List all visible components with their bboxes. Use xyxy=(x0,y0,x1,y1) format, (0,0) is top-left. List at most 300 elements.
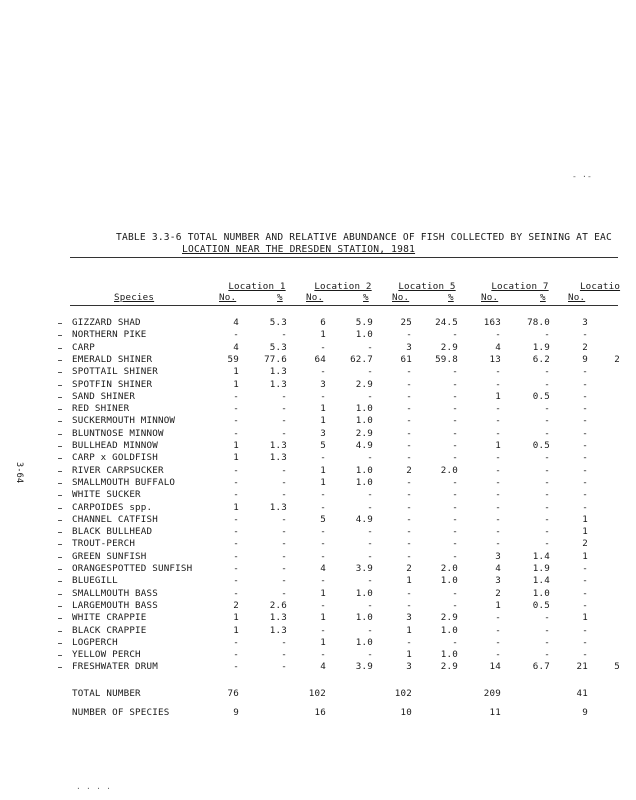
table-cell: - xyxy=(320,526,326,538)
table-cell: - xyxy=(452,440,458,451)
species-name: SMALLMOUTH BUFFALO xyxy=(72,476,176,488)
table-cell: 5 xyxy=(320,513,326,525)
species-name: CARPOIDES spp. xyxy=(72,501,153,513)
table-cell: - xyxy=(367,526,373,538)
table-cell: 1.0 xyxy=(355,403,373,415)
table-cell: 2.9 xyxy=(440,341,458,353)
table-cell: - xyxy=(544,366,550,378)
table-cell: 4.9 xyxy=(355,440,373,451)
table-cell: 1.0 xyxy=(355,587,373,599)
location-1-no-header: No. xyxy=(219,292,237,303)
total-number-value: 41 xyxy=(576,687,588,699)
table-cell: 1 xyxy=(233,612,239,624)
table-cell: - xyxy=(452,501,458,513)
table-cell: - xyxy=(582,378,588,390)
row-tick xyxy=(58,557,62,558)
table-cell: - xyxy=(367,501,373,513)
table-cell: - xyxy=(281,476,287,488)
table-cell: 2 xyxy=(582,341,588,353)
table-cell: 6.2 xyxy=(532,353,550,365)
table-cell: 24.5 xyxy=(435,317,458,328)
table-cell: - xyxy=(452,513,458,525)
table-cell: - xyxy=(544,427,550,439)
species-name: BLUNTNOSE MINNOW xyxy=(72,427,164,439)
table-cell: - xyxy=(320,366,326,378)
table-cell: 163 xyxy=(483,317,501,328)
table-cell: 6.7 xyxy=(532,661,550,673)
row-tick xyxy=(58,544,62,545)
table-cell: 3.9 xyxy=(355,661,373,673)
table-cell: 1 xyxy=(406,575,412,587)
table-cell: - xyxy=(406,415,412,427)
table-cell: - xyxy=(452,452,458,464)
table-title-line2: LOCATION NEAR THE DRESDEN STATION, 1981 xyxy=(182,244,416,255)
table-cell: 0.5 xyxy=(532,599,550,611)
table-cell: - xyxy=(233,575,239,587)
table-cell: - xyxy=(281,661,287,673)
table-cell: 2.9 xyxy=(355,427,373,439)
table-cell: 1 xyxy=(582,513,588,525)
species-name: TROUT-PERCH xyxy=(72,538,136,550)
table-cell: - xyxy=(281,636,287,648)
location-4-no-header: No. xyxy=(481,292,499,303)
table-cell: - xyxy=(406,476,412,488)
table-cell: 1.3 xyxy=(269,440,287,451)
table-cell: - xyxy=(582,440,588,451)
table-cell: - xyxy=(495,501,501,513)
total-number-value: 209 xyxy=(483,687,501,699)
species-name: BLUEGILL xyxy=(72,575,118,587)
table-cell: 2 xyxy=(582,538,588,550)
location-header-4: Location 7 xyxy=(491,281,549,292)
table-cell: 1.9 xyxy=(532,341,550,353)
species-name: SPOTTAIL SHINER xyxy=(72,366,158,378)
table-cell: - xyxy=(495,403,501,415)
row-tick xyxy=(58,508,62,509)
table-cell: 13 xyxy=(489,353,501,365)
table-cell: - xyxy=(233,329,239,341)
row-tick xyxy=(58,458,62,459)
species-name: LOGPERCH xyxy=(72,636,118,648)
table-cell: - xyxy=(281,575,287,587)
table-cell: - xyxy=(233,649,239,661)
table-cell: - xyxy=(406,599,412,611)
table-cell: - xyxy=(452,550,458,562)
table-cell: 1 xyxy=(320,587,326,599)
location-3-pct-header: % xyxy=(448,292,454,303)
table-cell: 5.3 xyxy=(269,317,287,328)
table-cell: 1.3 xyxy=(269,501,287,513)
total-number-label: TOTAL NUMBER xyxy=(72,687,141,699)
table-cell: - xyxy=(281,538,287,550)
table-cell: - xyxy=(406,513,412,525)
table-cell: - xyxy=(582,501,588,513)
table-cell: 1 xyxy=(582,612,588,624)
table-cell: - xyxy=(233,636,239,648)
table-cell: 3 xyxy=(406,661,412,673)
table-cell: - xyxy=(582,649,588,661)
number-of-species-label: NUMBER OF SPECIES xyxy=(72,706,170,718)
table-cell: - xyxy=(544,403,550,415)
table-cell: - xyxy=(320,452,326,464)
row-tick xyxy=(58,483,62,484)
table-cell: - xyxy=(452,476,458,488)
species-name: WHITE SUCKER xyxy=(72,489,141,501)
table-cell: 1.9 xyxy=(532,563,550,574)
table-cell: - xyxy=(495,489,501,501)
table-cell: 1.0 xyxy=(440,575,458,587)
table-cell: - xyxy=(495,649,501,661)
table-cell: - xyxy=(320,489,326,501)
table-cell: - xyxy=(452,378,458,390)
table-cell: - xyxy=(367,538,373,550)
table-cell: - xyxy=(233,476,239,488)
location-header-1: Location 1 xyxy=(228,281,286,292)
table-cell: 4 xyxy=(233,341,239,353)
table-cell: - xyxy=(544,501,550,513)
table-cell: - xyxy=(406,501,412,513)
table-cell: - xyxy=(281,329,287,341)
table-cell: - xyxy=(495,378,501,390)
table-cell: - xyxy=(544,538,550,550)
table-cell: - xyxy=(495,366,501,378)
table-cell: 1.0 xyxy=(355,464,373,476)
table-cell: 59.8 xyxy=(435,353,458,365)
footer-mark: · · · · xyxy=(76,784,112,793)
table-cell: - xyxy=(452,538,458,550)
table-cell: - xyxy=(406,452,412,464)
species-name: CARP xyxy=(72,341,95,353)
table-cell: - xyxy=(367,341,373,353)
table-cell: - xyxy=(320,550,326,562)
species-name: BLACK CRAPPIE xyxy=(72,624,147,636)
total-number-value: 102 xyxy=(308,687,326,699)
table-cell: - xyxy=(281,489,287,501)
table-cell: - xyxy=(495,476,501,488)
table-cell: - xyxy=(281,427,287,439)
table-cell: - xyxy=(582,390,588,402)
table-cell: 1 xyxy=(233,440,239,451)
table-cell: 2.9 xyxy=(355,378,373,390)
table-cell: - xyxy=(281,563,287,574)
table-cell: 9 xyxy=(582,353,588,365)
table-cell: 1 xyxy=(320,636,326,648)
table-cell: - xyxy=(281,415,287,427)
table-cell: - xyxy=(281,390,287,402)
table-cell: - xyxy=(406,366,412,378)
table-cell: 21 xyxy=(576,661,588,673)
table-cell: 2.6 xyxy=(269,599,287,611)
row-tick xyxy=(58,434,62,435)
table-cell: 2 xyxy=(406,464,412,476)
row-tick xyxy=(58,532,62,533)
table-cell: - xyxy=(452,587,458,599)
title-rule xyxy=(70,257,618,258)
table-cell: 1 xyxy=(495,440,501,451)
table-cell: - xyxy=(320,501,326,513)
table-cell: 77.6 xyxy=(264,353,287,365)
row-tick xyxy=(58,594,62,595)
table-cell: 6 xyxy=(320,317,326,328)
table-cell: - xyxy=(320,649,326,661)
location-3-no-header: No. xyxy=(392,292,410,303)
table-cell: - xyxy=(233,427,239,439)
table-cell: 5.3 xyxy=(269,341,287,353)
table-cell: - xyxy=(367,489,373,501)
row-tick xyxy=(58,631,62,632)
species-column-header: Species xyxy=(114,292,155,303)
table-cell: - xyxy=(233,415,239,427)
table-cell: - xyxy=(233,390,239,402)
table-cell: 61 xyxy=(400,353,412,365)
table-cell: 1 xyxy=(495,599,501,611)
table-cell: - xyxy=(233,587,239,599)
location-5-no-header: No. xyxy=(568,292,586,303)
table-cell: - xyxy=(452,526,458,538)
species-name: SUCKERMOUTH MINNOW xyxy=(72,415,176,427)
species-name: SAND SHINER xyxy=(72,390,136,402)
row-tick xyxy=(58,348,62,349)
row-tick xyxy=(58,409,62,410)
table-cell: 1 xyxy=(233,452,239,464)
table-cell: 25 xyxy=(400,317,412,328)
table-cell: 4 xyxy=(495,563,501,574)
location-header-3: Location 5 xyxy=(398,281,456,292)
table-cell: - xyxy=(452,489,458,501)
table-cell: - xyxy=(281,513,287,525)
table-cell: - xyxy=(281,550,287,562)
table-cell: - xyxy=(406,427,412,439)
table-cell: - xyxy=(495,513,501,525)
table-cell: - xyxy=(452,415,458,427)
table-cell: - xyxy=(281,464,287,476)
row-tick xyxy=(58,581,62,582)
row-tick xyxy=(58,520,62,521)
table-cell: - xyxy=(367,366,373,378)
table-cell: 1 xyxy=(320,415,326,427)
table-cell: - xyxy=(495,427,501,439)
species-name: YELLOW PERCH xyxy=(72,649,141,661)
table-cell: - xyxy=(367,390,373,402)
row-tick xyxy=(58,655,62,656)
row-tick xyxy=(58,643,62,644)
table-cell: 1 xyxy=(495,390,501,402)
table-cell: 1 xyxy=(233,378,239,390)
table-cell: - xyxy=(367,599,373,611)
table-cell: - xyxy=(406,403,412,415)
table-cell: - xyxy=(582,476,588,488)
table-cell: - xyxy=(367,624,373,636)
species-name: RED SHINER xyxy=(72,403,130,415)
table-cell: 1.3 xyxy=(269,624,287,636)
table-cell: 4 xyxy=(320,661,326,673)
table-cell: - xyxy=(406,440,412,451)
species-name: BLACK BULLHEAD xyxy=(72,526,153,538)
total-number-value: 102 xyxy=(394,687,412,699)
row-tick xyxy=(58,606,62,607)
page-side-label: 3-64 xyxy=(14,462,24,484)
table-cell: - xyxy=(281,587,287,599)
table-cell: 1 xyxy=(406,649,412,661)
table-cell: 3 xyxy=(495,550,501,562)
table-cell: - xyxy=(281,649,287,661)
table-cell: - xyxy=(452,636,458,648)
table-cell: 1.3 xyxy=(269,366,287,378)
table-cell: - xyxy=(544,636,550,648)
table-cell: 2.0 xyxy=(440,464,458,476)
table-cell: 2 xyxy=(406,563,412,574)
table-cell: 2 xyxy=(614,353,620,365)
table-cell: 1 xyxy=(582,526,588,538)
table-cell: 5 xyxy=(614,661,620,673)
location-2-no-header: No. xyxy=(306,292,324,303)
table-cell: - xyxy=(495,612,501,624)
row-tick xyxy=(58,323,62,324)
table-cell: - xyxy=(281,526,287,538)
table-cell: - xyxy=(367,575,373,587)
table-cell: 3 xyxy=(406,612,412,624)
table-cell: - xyxy=(544,612,550,624)
table-cell: - xyxy=(582,366,588,378)
species-name: WHITE CRAPPIE xyxy=(72,612,147,624)
table-cell: - xyxy=(544,624,550,636)
table-cell: - xyxy=(406,550,412,562)
table-cell: 64 xyxy=(314,353,326,365)
table-cell: - xyxy=(582,624,588,636)
table-cell: - xyxy=(582,489,588,501)
table-cell: - xyxy=(320,624,326,636)
table-cell: - xyxy=(406,390,412,402)
table-cell: - xyxy=(233,550,239,562)
row-tick xyxy=(58,667,62,668)
table-cell: - xyxy=(582,563,588,574)
table-cell: 3.9 xyxy=(355,563,373,574)
species-count-value: 9 xyxy=(233,706,239,718)
table-cell: 1 xyxy=(320,329,326,341)
table-cell: - xyxy=(495,464,501,476)
table-cell: - xyxy=(544,513,550,525)
table-cell: 1 xyxy=(320,476,326,488)
table-cell: - xyxy=(233,403,239,415)
table-cell: 2.0 xyxy=(440,563,458,574)
table-cell: - xyxy=(544,476,550,488)
species-name: RIVER CARPSUCKER xyxy=(72,464,164,476)
row-tick xyxy=(58,495,62,496)
species-name: CHANNEL CATFISH xyxy=(72,513,158,525)
table-cell: - xyxy=(452,427,458,439)
species-name: NORTHERN PIKE xyxy=(72,329,147,341)
table-cell: 4.9 xyxy=(355,513,373,525)
table-cell: - xyxy=(544,452,550,464)
table-cell: 5 xyxy=(320,440,326,451)
table-cell: 1.0 xyxy=(440,649,458,661)
table-cell: - xyxy=(320,538,326,550)
table-cell: 3 xyxy=(582,317,588,328)
table-cell: 1.0 xyxy=(355,415,373,427)
table-cell: - xyxy=(367,649,373,661)
table-cell: - xyxy=(495,624,501,636)
location-header-5: Locatio xyxy=(579,281,621,292)
table-cell: - xyxy=(544,329,550,341)
row-tick xyxy=(58,335,62,336)
table-cell: 1.0 xyxy=(355,636,373,648)
species-name: EMERALD SHINER xyxy=(72,353,153,365)
species-name: BULLHEAD MINNOW xyxy=(72,440,158,451)
location-4-pct-header: % xyxy=(540,292,546,303)
row-tick xyxy=(58,471,62,472)
table-cell: - xyxy=(320,599,326,611)
table-cell: 1 xyxy=(320,612,326,624)
table-cell: - xyxy=(544,489,550,501)
table-cell: 1.4 xyxy=(532,575,550,587)
table-cell: - xyxy=(582,452,588,464)
row-tick xyxy=(58,569,62,570)
location-2-pct-header: % xyxy=(363,292,369,303)
table-cell: - xyxy=(233,526,239,538)
row-tick xyxy=(58,421,62,422)
row-tick xyxy=(58,446,62,447)
table-cell: - xyxy=(233,563,239,574)
table-cell: 1 xyxy=(233,624,239,636)
table-cell: - xyxy=(582,403,588,415)
species-count-value: 16 xyxy=(314,706,326,718)
table-cell: 1.0 xyxy=(440,624,458,636)
table-cell: 4 xyxy=(495,341,501,353)
table-cell: - xyxy=(582,575,588,587)
table-cell: - xyxy=(281,403,287,415)
table-cell: - xyxy=(582,415,588,427)
table-cell: - xyxy=(406,329,412,341)
table-cell: 14 xyxy=(489,661,501,673)
table-cell: 1.0 xyxy=(355,329,373,341)
table-cell: - xyxy=(233,538,239,550)
table-cell: - xyxy=(452,599,458,611)
table-cell: - xyxy=(452,366,458,378)
table-cell: - xyxy=(406,378,412,390)
table-cell: 1 xyxy=(233,366,239,378)
row-tick xyxy=(58,397,62,398)
row-tick xyxy=(58,360,62,361)
table-cell: 1.3 xyxy=(269,612,287,624)
table-cell: 1 xyxy=(406,624,412,636)
table-cell: - xyxy=(233,513,239,525)
species-name: ORANGESPOTTED SUNFISH xyxy=(72,563,193,574)
species-name: SMALLMOUTH BASS xyxy=(72,587,158,599)
location-1-pct-header: % xyxy=(277,292,283,303)
species-name: CARP x GOLDFISH xyxy=(72,452,158,464)
table-cell: - xyxy=(320,575,326,587)
table-cell: - xyxy=(495,329,501,341)
table-cell: - xyxy=(544,526,550,538)
table-cell: - xyxy=(320,390,326,402)
table-cell: 4 xyxy=(320,563,326,574)
header-rule xyxy=(70,305,618,306)
table-cell: - xyxy=(452,329,458,341)
species-count-value: 10 xyxy=(400,706,412,718)
row-tick xyxy=(58,385,62,386)
table-cell: 2 xyxy=(495,587,501,599)
table-cell: - xyxy=(233,661,239,673)
table-cell: 1.3 xyxy=(269,378,287,390)
table-cell: - xyxy=(495,636,501,648)
table-cell: - xyxy=(495,415,501,427)
table-cell: - xyxy=(406,489,412,501)
table-cell: 3 xyxy=(406,341,412,353)
table-cell: - xyxy=(544,464,550,476)
row-tick xyxy=(58,372,62,373)
species-name: GREEN SUNFISH xyxy=(72,550,147,562)
table-cell: - xyxy=(406,587,412,599)
